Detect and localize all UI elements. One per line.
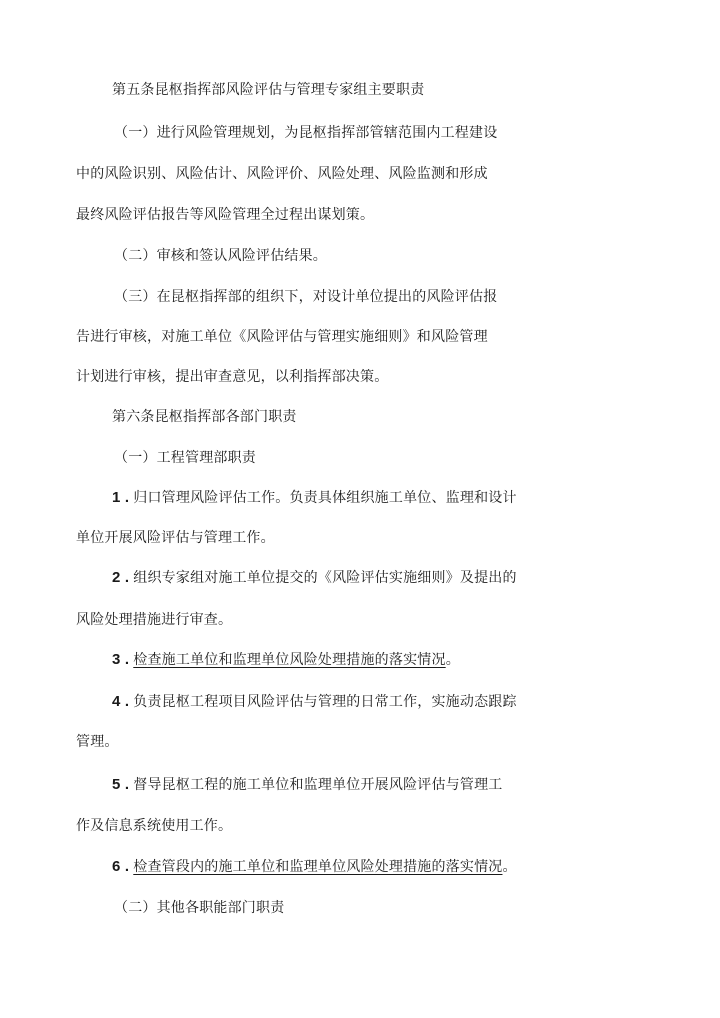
art6-section2-heading: （二）其他各职能部门职责 (114, 900, 285, 916)
paragraph-4-line1 (112, 692, 517, 712)
art5-item3-line2: 告进行审核，对施工单位《风险评估与管理实施细则》和风险管理 (76, 329, 488, 345)
article-6-title: 第六条昆枢指挥部各部门职责 (112, 409, 297, 425)
art5-item3-line1: （三）在昆枢指挥部的组织下，对设计单位提出的风险评估报 (114, 289, 498, 305)
paragraph-6-end: 。 (502, 859, 517, 875)
paragraph-5-number: 5 . (112, 776, 130, 793)
paragraph-6-underlined-text: 检查管段内的施工单位和监理单位风险处理措施的落实情况 (133, 859, 503, 875)
art5-item1-line1: （一）进行风险管理规划，为昆枢指挥部管辖范围内工程建设 (114, 125, 498, 141)
art5-item2: （二）审核和签认风险评估结果。 (114, 248, 327, 264)
paragraph-1-number: 1 . (112, 489, 130, 506)
paragraph-1-text: 归口管理风险评估工作。负责具体组织施工单位、监理和设计 (133, 490, 517, 506)
paragraph-5-line2: 作及信息系统使用工作。 (76, 818, 233, 834)
paragraph-4-line2: 管理。 (76, 734, 119, 750)
paragraph-6-line1 (112, 857, 517, 877)
paragraph-3-underlined-text: 检查施工单位和监理单位风险处理措施的落实情况 (133, 652, 446, 668)
paragraph-3-number: 3 . (112, 651, 130, 668)
paragraph-5-line1 (112, 775, 502, 795)
paragraph-3-line1 (112, 650, 460, 670)
paragraph-6-number: 6 . (112, 858, 130, 875)
art5-item1-line3: 最终风险评估报告等风险管理全过程出谋划策。 (76, 207, 375, 223)
paragraph-1-line1 (112, 488, 517, 508)
paragraph-1-line2: 单位开展风险评估与管理工作。 (76, 530, 275, 546)
paragraph-2-number: 2 . (112, 569, 130, 586)
art5-item1-line2: 中的风险识别、风险估计、风险评价、风险处理、风险监测和形成 (76, 166, 488, 182)
paragraph-4-text: 负责昆枢工程项目风险评估与管理的日常工作，实施动态跟踪 (133, 694, 517, 710)
paragraph-2-line2: 风险处理措施进行审查。 (76, 612, 233, 628)
art6-section1-heading: （一）工程管理部职责 (114, 450, 256, 466)
paragraph-2-line1 (112, 568, 517, 588)
paragraph-4-number: 4 . (112, 693, 130, 710)
paragraph-2-text: 组织专家组对施工单位提交的《风险评估实施细则》及提出的 (133, 570, 517, 586)
article-5-title: 第五条昆枢指挥部风险评估与管理专家组主要职责 (112, 82, 425, 98)
paragraph-5-text: 督导昆枢工程的施工单位和监理单位开展风险评估与管理工 (133, 777, 503, 793)
paragraph-3-end: 。 (445, 652, 460, 668)
art5-item3-line3: 计划进行审核，提出审查意见，以利指挥部决策。 (76, 369, 389, 385)
